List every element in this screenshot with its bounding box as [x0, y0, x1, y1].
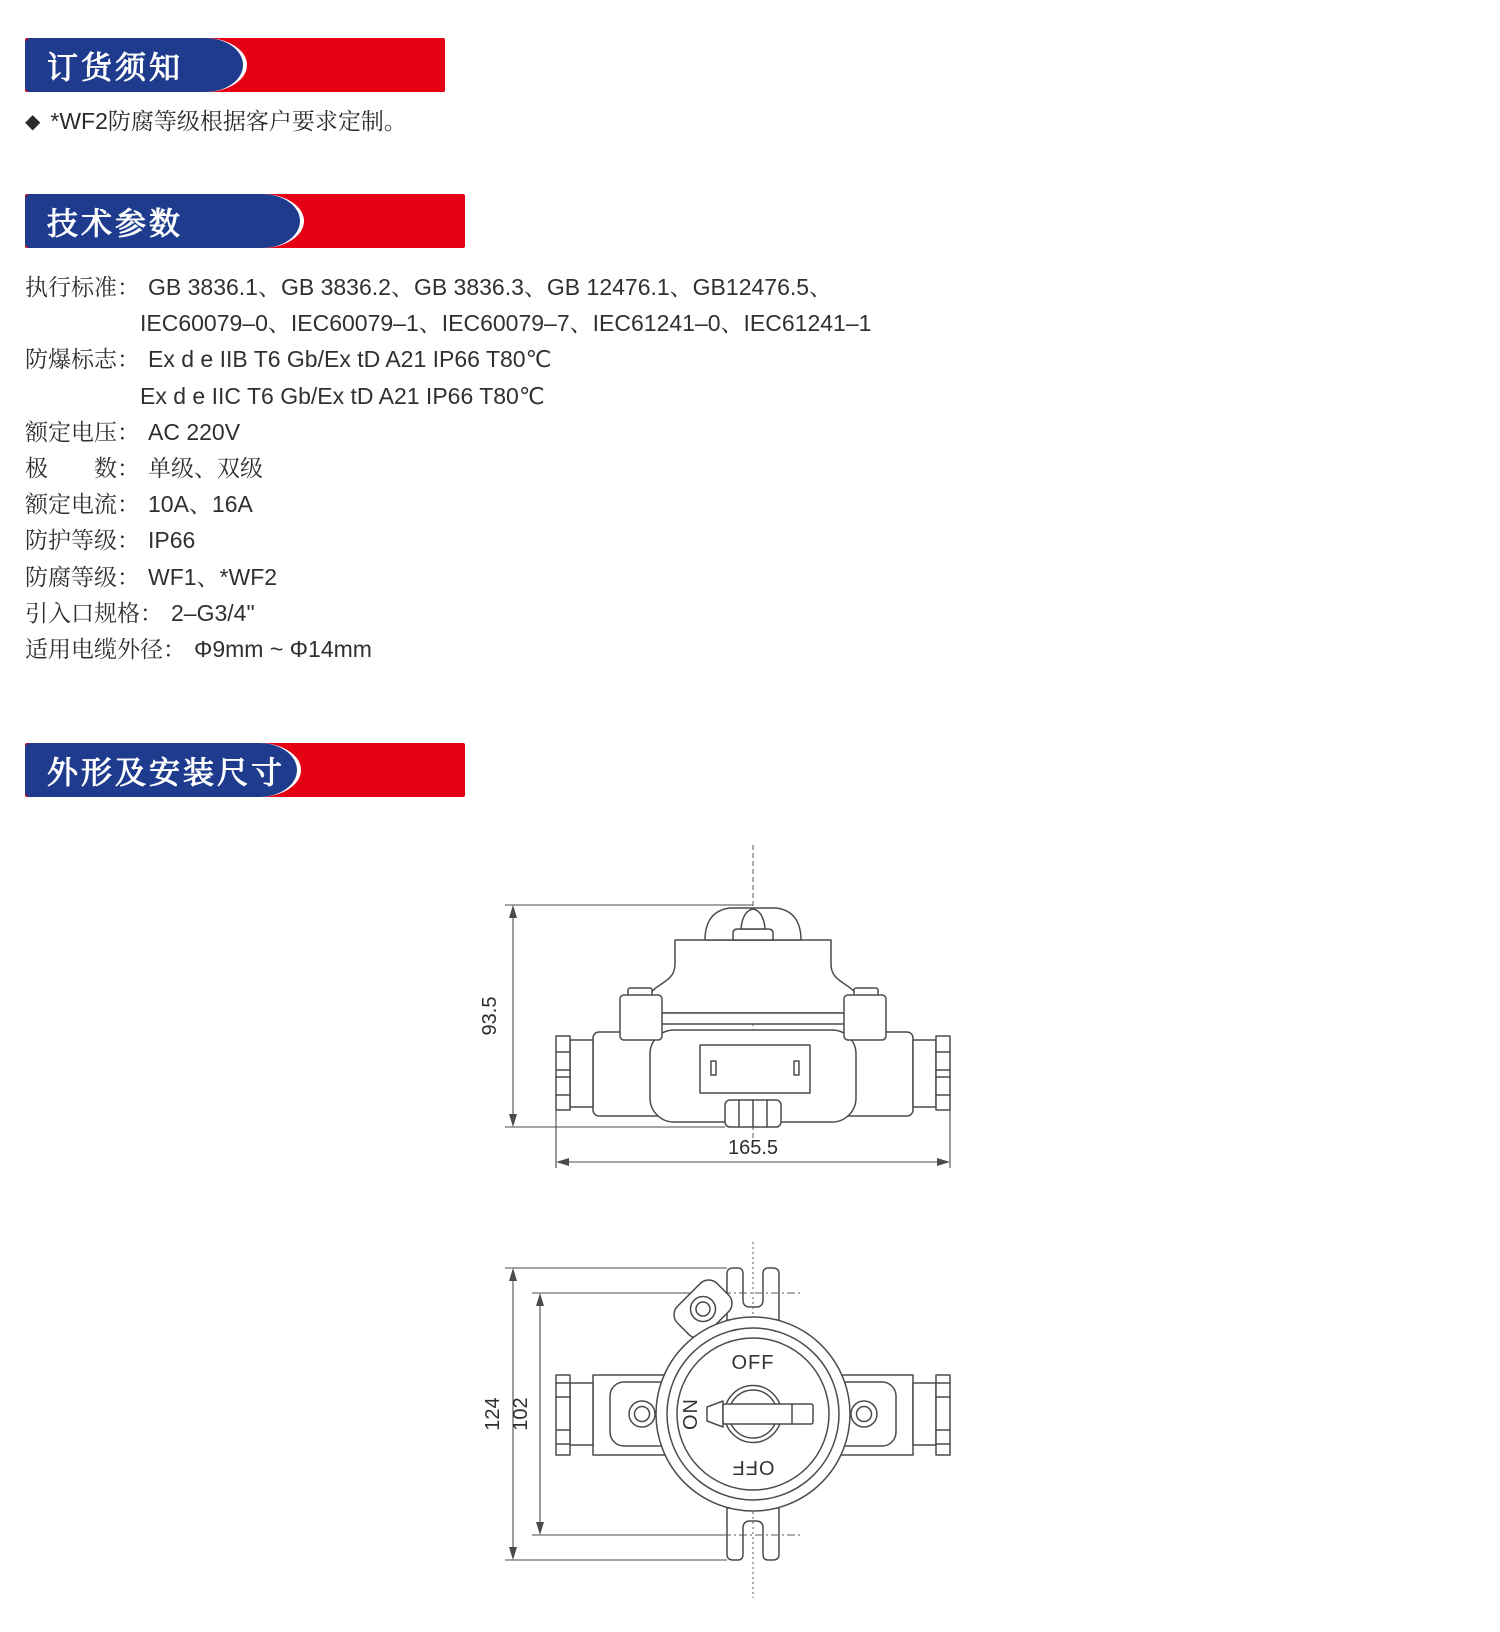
- dim-label-height: 93.5: [479, 996, 501, 1036]
- spec-value: AC 220V: [148, 418, 241, 445]
- spec-row: [25, 631, 1275, 667]
- spec-label: 执行标准：: [25, 274, 140, 300]
- diamond-bullet-icon: ◆: [25, 111, 41, 133]
- spec-label: 适用电缆外径：: [25, 636, 186, 663]
- switch-label-off-bottom: OFF: [731, 1456, 775, 1478]
- section-title-tech-params: 技术参数: [47, 206, 183, 242]
- dim-label-outer-height: 124: [482, 1397, 504, 1431]
- spec-value: IP66: [148, 527, 196, 554]
- spec-value: WF1、*WF2: [148, 563, 278, 590]
- spec-value: 2–G3/4": [171, 599, 255, 626]
- spec-value: Φ9mm ~ Φ14mm: [194, 636, 372, 663]
- spec-row: [25, 595, 1275, 631]
- section-banner-ordering: [25, 38, 445, 92]
- front-view-drawing: [440, 1230, 980, 1630]
- dim-label-width: 165.5: [727, 1137, 779, 1159]
- spec-value: Ex d e IIB T6 Gb/Ex tD A21 IP66 T80℃: [148, 346, 552, 373]
- spec-value: GB 3836.1、GB 3836.2、GB 3836.3、GB 12476.1、GB12476.5、: [148, 274, 833, 300]
- spec-label: 防护等级：: [25, 527, 140, 554]
- spec-value: Ex d e IIC T6 Gb/Ex tD A21 IP66 T80℃: [140, 382, 545, 409]
- spec-row: [25, 305, 1275, 341]
- spec-row: [25, 378, 1275, 414]
- switch-label-off-top: OFF: [731, 1352, 775, 1374]
- spec-label: 引入口规格：: [25, 599, 163, 626]
- tech-params-list: [25, 269, 1275, 667]
- spec-label: 额定电压：: [25, 418, 140, 445]
- spec-label: 防腐等级：: [25, 563, 140, 590]
- dim-label-inner-height: 102: [510, 1397, 532, 1431]
- spec-row: [25, 341, 1275, 377]
- spec-label: 额定电流：: [25, 491, 140, 518]
- spec-row: [25, 450, 1275, 486]
- spec-value: 单级、双级: [148, 455, 263, 482]
- spec-row: [25, 559, 1275, 595]
- spec-row: [25, 414, 1275, 450]
- side-view-drawing: [440, 830, 960, 1170]
- ordering-note-text: *WF2防腐等级根据客户要求定制。: [50, 108, 407, 134]
- spec-label: 极 数：: [25, 455, 140, 482]
- spec-label: 防爆标志：: [25, 346, 140, 373]
- spec-row: [25, 269, 1275, 305]
- section-banner-dimensions: [25, 743, 465, 797]
- section-banner-tech-params: [25, 194, 465, 248]
- ordering-note: [25, 103, 407, 136]
- section-title-dimensions: 外形及安装尺寸: [47, 755, 285, 791]
- section-title-ordering: 订货须知: [47, 50, 183, 86]
- spec-value: IEC60079–0、IEC60079–1、IEC60079–7、IEC61241–0、IEC61241–1: [140, 310, 872, 337]
- spec-row: [25, 486, 1275, 522]
- switch-label-on: ON: [680, 1398, 702, 1430]
- spec-value: 10A、16A: [148, 491, 253, 518]
- spec-row: [25, 522, 1275, 558]
